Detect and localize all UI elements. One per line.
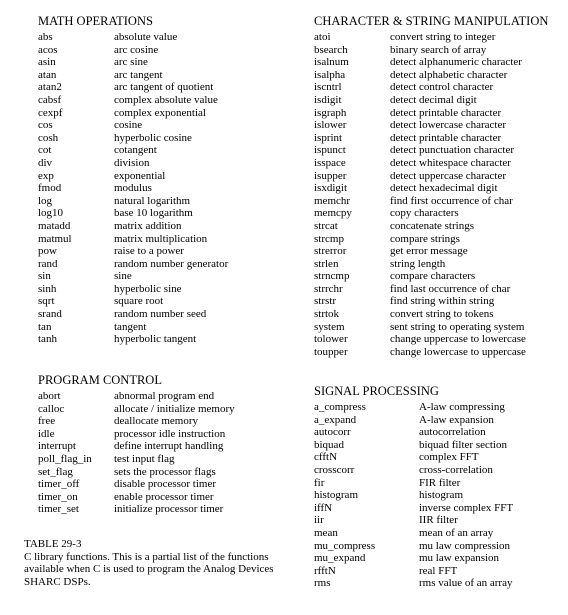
function-row [314,245,548,258]
function-description: A-law compressing [419,401,505,413]
function-description: arc tangent [114,68,163,81]
function-description: arc sine [114,56,148,69]
function-name: tolower [314,333,348,346]
function-name: strrchr [314,282,343,295]
function-row [38,220,228,233]
function-row [314,81,548,94]
function-row [38,144,228,157]
function-name: isalnum [314,56,349,69]
function-row [38,308,228,321]
function-row [314,119,548,132]
function-row [38,491,235,504]
function-row [314,414,513,427]
function-name: isprint [314,131,343,144]
function-description: natural logarithm [114,194,191,207]
function-row [38,453,235,466]
function-name: cexpf [38,106,63,119]
function-name: calloc [38,402,65,415]
function-name: strstr [314,295,336,308]
function-row [314,195,548,208]
function-description: autocorrelation [419,426,486,439]
function-description: change uppercase to lowercase [390,333,526,346]
function-row [314,233,548,246]
function-name: interrupt [38,440,76,453]
function-row [38,195,228,208]
function-row [38,415,235,428]
function-row [38,182,228,195]
function-row [38,107,228,120]
function-name: iffN [314,501,333,514]
function-description: exponential [114,169,166,182]
function-name: cos [38,119,53,132]
function-row [38,119,228,132]
function-name: islower [314,119,347,132]
function-row [314,170,548,183]
function-name: idle [38,427,55,440]
function-description: allocate / initialize memory [114,402,235,415]
function-name: log [38,194,53,207]
function-name: isdigit [314,93,342,106]
function-name: sinh [38,282,57,295]
function-description: sets the processor flags [114,465,216,478]
function-name: strlen [314,257,339,270]
function-description: detect whitespace character [390,156,511,169]
function-row [38,56,228,69]
function-description: compare characters [390,270,476,283]
function-description: random number seed [114,308,207,321]
function-row [314,220,548,233]
function-row [314,44,548,57]
function-name: asin [38,56,56,69]
function-row [38,321,228,334]
function-row [314,514,513,527]
function-description: complex exponential [114,106,206,119]
function-row [314,552,513,565]
function-row [314,258,548,271]
function-description: test input flag [114,452,175,465]
function-row [314,451,513,464]
function-name: isupper [314,169,347,182]
function-name: a_expand [314,413,357,426]
function-row [314,527,513,540]
function-description: detect uppercase character [390,169,507,182]
function-name: matmul [38,232,72,245]
function-description: modulus [114,182,152,195]
function-row [314,31,548,44]
function-name: set_flag [38,465,73,478]
function-description: real FFT [419,564,458,577]
function-row [38,207,228,220]
function-description: arc tangent of quotient [114,81,214,94]
function-name: isspace [314,156,346,169]
function-name: cfftN [314,451,338,464]
function-description: matrix multiplication [114,232,208,245]
signal-processing-list [314,401,513,590]
function-name: sqrt [38,295,55,308]
function-name: exp [38,169,54,182]
function-row [38,503,235,516]
function-description: mu law compression [419,539,511,552]
function-row [38,69,228,82]
string-manipulation-section [314,14,548,358]
function-name: atoi [314,31,331,43]
function-row [314,489,513,502]
function-description: find string within string [390,295,495,308]
function-description: detect control character [390,81,494,94]
function-row [314,577,513,590]
function-description: histogram [419,489,463,502]
function-row [38,270,228,283]
math-operations-heading: MATH OPERATIONS [38,14,153,28]
function-row [314,565,513,578]
function-description: change lowercase to uppercase [390,345,526,358]
function-name: tanh [38,333,57,346]
function-description: find last occurrence of char [390,282,511,295]
function-row [38,94,228,107]
function-description: complex absolute value [114,93,218,106]
function-description: copy characters [390,207,459,220]
function-name: sin [38,270,51,283]
function-name: toupper [314,345,348,358]
program-control-heading: PROGRAM CONTROL [38,373,162,387]
function-description: FIR filter [419,476,461,489]
string-manipulation-heading: CHARACTER & STRING MANIPULATION [314,14,549,28]
function-description: detect decimal digit [390,93,477,106]
function-row [314,144,548,157]
function-description: rms value of an array [419,577,513,590]
function-description: concatenate strings [390,219,474,232]
function-description: absolute value [114,31,178,43]
function-description: raise to a power [114,245,184,258]
function-name: fir [314,476,325,489]
function-row [314,94,548,107]
function-name: isgraph [314,106,347,119]
math-operations-list [38,31,228,346]
function-row [38,466,235,479]
function-description: detect alphabetic character [390,68,508,81]
function-row [38,233,228,246]
function-name: free [38,415,56,428]
function-row [38,157,228,170]
function-name: mean [314,526,338,539]
function-description: biquad filter section [419,438,507,451]
function-description: compare strings [390,232,460,245]
function-name: strerror [314,245,347,258]
function-description: division [114,156,150,169]
function-name: timer_off [38,478,80,491]
function-row [314,295,548,308]
function-row [314,157,548,170]
function-description: hyperbolic tangent [114,333,197,346]
function-description: complex FFT [419,451,479,464]
function-description: base 10 logarithm [114,207,193,220]
function-name: cabsf [38,93,62,106]
function-row [38,390,235,403]
function-row [314,346,548,359]
function-row [314,132,548,145]
function-row [38,258,228,271]
function-name: memcpy [314,207,352,220]
function-name: abort [38,390,61,402]
function-row [38,81,228,94]
function-row [38,440,235,453]
function-description: define interrupt handling [114,440,224,453]
function-description: hyperbolic cosine [114,131,192,144]
function-description: mean of an array [419,526,494,539]
function-name: strncmp [314,270,350,283]
function-description: abnormal program end [114,390,215,402]
function-name: poll_flag_in [38,452,92,465]
function-name: cot [38,144,52,157]
function-row [38,478,235,491]
function-description: detect hexadecimal digit [390,182,498,195]
function-description: convert string to tokens [390,308,494,321]
function-row [314,464,513,477]
function-row [314,207,548,220]
function-row [314,308,548,321]
function-description: sent string to operating system [390,320,525,333]
function-description: string length [390,257,446,270]
function-description: inverse complex FFT [419,501,514,514]
function-name: fmod [38,182,62,195]
function-name: div [38,156,53,169]
function-description: tangent [114,320,147,333]
signal-processing-section [314,384,513,590]
function-description: square root [114,295,164,308]
function-name: mu_compress [314,539,376,552]
function-name: acos [38,43,58,56]
function-name: mu_expand [314,552,366,565]
function-name: atan2 [38,81,62,94]
function-row [38,31,228,44]
function-row [38,403,235,416]
function-description: matrix addition [114,219,182,232]
function-row [38,245,228,258]
function-name: a_compress [314,401,366,413]
function-row [38,333,228,346]
function-description: cross-correlation [419,463,493,476]
function-description: initialize processor timer [114,503,224,516]
string-manipulation-list [314,31,548,358]
function-row [314,270,548,283]
function-description: find first occurrence of char [390,194,513,207]
function-name: atan [38,68,57,81]
function-row [38,295,228,308]
function-name: matadd [38,219,71,232]
function-description: mu law expansion [419,552,500,565]
function-description: A-law expansion [419,413,494,426]
function-name: crosscorr [314,463,355,476]
function-row [38,170,228,183]
function-row [314,426,513,439]
function-description: disable processor timer [114,478,217,491]
function-name: log10 [38,207,64,220]
function-description: enable processor timer [114,490,214,503]
program-control-list [38,390,235,516]
function-description: processor idle instruction [114,427,226,440]
function-name: cosh [38,131,59,144]
function-description: convert string to integer [390,31,496,43]
function-name: bsearch [314,43,348,56]
table-caption-title: TABLE 29-3 [24,538,82,550]
function-row [314,69,548,82]
function-name: system [314,320,345,333]
function-row [314,107,548,120]
math-operations-section [38,14,228,346]
function-description: cosine [114,119,143,132]
function-description: get error message [390,245,468,258]
function-name: strcmp [314,232,344,245]
function-row [38,132,228,145]
function-name: strtok [314,308,340,321]
function-name: memchr [314,194,351,207]
function-description: deallocate memory [114,415,198,428]
function-name: rfftN [314,564,336,577]
function-name: strcat [314,219,338,232]
function-name: histogram [314,489,358,502]
function-description: cotangent [114,144,157,157]
table-caption-text: C library functions. This is a partial list of the functions available when C is used to program the Analog Devices SHARC DSPs. [24,550,274,588]
function-description: detect printable character [390,106,502,119]
function-description: hyperbolic sine [114,282,182,295]
function-row [314,502,513,515]
function-name: ispunct [314,144,346,157]
function-name: autocorr [314,426,351,439]
function-description: IIR filter [419,514,458,527]
function-name: srand [38,308,62,321]
function-name: iscntrl [314,81,342,94]
function-row [38,428,235,441]
signal-processing-heading: SIGNAL PROCESSING [314,384,439,398]
function-description: arc cosine [114,43,159,56]
function-name: pow [38,245,57,258]
function-name: abs [38,31,53,43]
function-row [314,540,513,553]
function-row [314,283,548,296]
function-row [314,333,548,346]
function-name: rand [38,257,58,270]
function-description: sine [114,270,132,283]
function-name: biquad [314,438,344,451]
function-name: isalpha [314,68,346,81]
function-row [314,321,548,334]
function-description: detect lowercase character [390,119,507,132]
function-row [314,401,513,414]
function-name: isxdigit [314,182,348,195]
function-name: timer_on [38,490,78,503]
function-description: detect printable character [390,131,502,144]
function-description: binary search of array [390,43,487,56]
function-name: tan [38,320,52,333]
function-name: rms [314,577,331,590]
function-name: iir [314,514,324,527]
function-row [314,182,548,195]
function-description: random number generator [114,257,229,270]
table-caption [24,538,274,588]
function-name: timer_set [38,503,79,516]
function-row [314,477,513,490]
function-row [38,44,228,57]
function-description: detect alphanumeric character [390,56,522,69]
program-control-section [38,373,235,516]
function-row [38,283,228,296]
function-row [314,56,548,69]
function-description: detect punctuation character [390,144,514,157]
function-row [314,439,513,452]
